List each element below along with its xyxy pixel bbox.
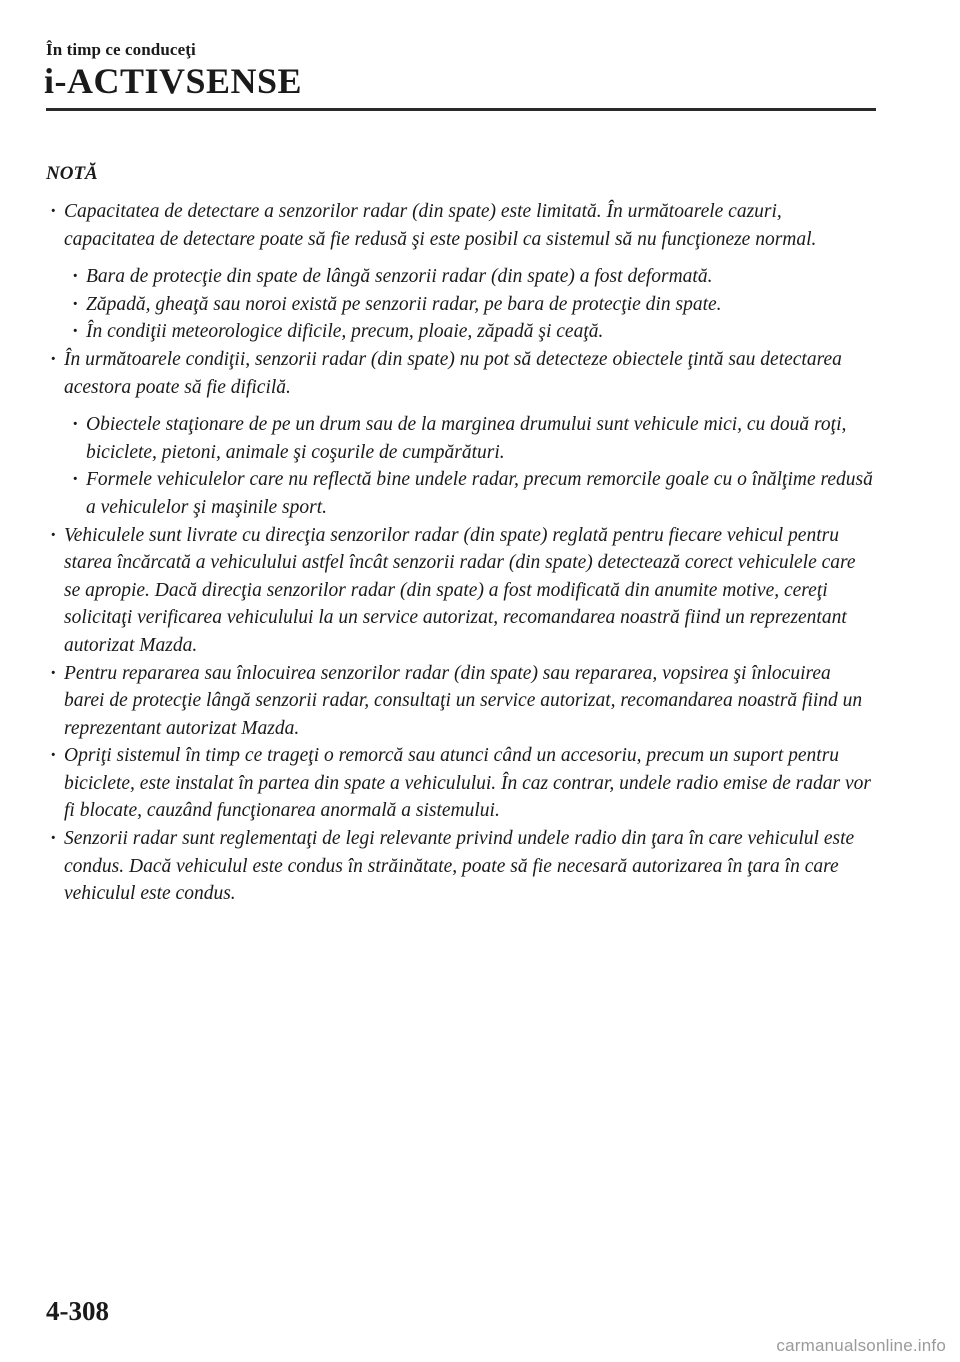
note-subitem: · Zăpadă, gheaţă sau noroi există pe senzorii radar, pe bara de protecţie din spate.: [46, 291, 876, 319]
note-subitem: · Obiectele staţionare de pe un drum sau de la marginea drumului sunt vehicule mici, cu două roţi, biciclete, pietoni, animale şi coşurile de cumpărături.: [46, 411, 876, 466]
note-content: [46, 198, 876, 908]
note-subitem: · În condiţii meteorologice dificile, precum, ploaie, zăpadă şi ceaţă.: [46, 318, 876, 346]
note-subitem: · Formele vehiculelor care nu reflectă bine undele radar, precum remorcile goale cu o înălţime redusă a vehiculelor şi maşinile sport.: [46, 466, 876, 521]
section-label: În timp ce conduceţi: [46, 40, 196, 59]
note-item: · Senzorii radar sunt reglementaţi de legi relevante privind undele radio din ţara în care vehiculul este condus. Dacă vehiculul este condus în străinătate, poate să fie necesară autorizarea în ţara în care vehiculul este condus.: [46, 825, 876, 908]
note-item: · Vehiculele sunt livrate cu direcţia senzorilor radar (din spate) reglată pentru fiecare vehicul pentru starea încărcată a vehiculului astfel încât senzorii radar (din spate) detectează corect vehiculele care se apropie. Dacă direcţia senzorilor radar (din spate) a fost modificată din anumite motive, cereţi solicitaţi verificarea vehiculului la un service autorizat, recomandarea noastră fiind un reprezentant autorizat Mazda.: [46, 522, 876, 660]
note-item: · În următoarele condiţii, senzorii radar (din spate) nu pot să detecteze obiectele ţintă sau detectarea acestora poate să fie dificilă.: [46, 346, 876, 401]
watermark-text: carmanualsonline.info: [776, 1336, 946, 1355]
note-item: · Opriţi sistemul în timp ce trageţi o remorcă sau atunci când un accesoriu, precum un suport pentru biciclete, este instalat în partea din spate a vehiculului. În caz contrar, undele radio emise de radar vor fi blocate, cauzând funcţionarea anormală a sistemului.: [46, 742, 876, 825]
note-item: · Pentru repararea sau înlocuirea senzorilor radar (din spate) sau repararea, vopsirea şi înlocuirea barei de protecţie lângă senzorii radar, consultaţi un service autorizat, recomandarea noastră fiind un reprezentant autorizat Mazda.: [46, 660, 876, 743]
page-number: 4-308: [46, 1296, 109, 1326]
page-title: i-ACTIVSENSE: [44, 61, 303, 101]
note-item: · Capacitatea de detectare a senzorilor radar (din spate) este limitată. În următoarele cazuri, capacitatea de detectare poate să fie redusă şi este posibil ca sistemul să nu funcţioneze normal.: [46, 198, 876, 253]
header-divider: [46, 108, 876, 111]
note-heading: NOTĂ: [46, 163, 98, 184]
note-subitem: · Bara de protecţie din spate de lângă senzorii radar (din spate) a fost deformată.: [46, 263, 876, 291]
